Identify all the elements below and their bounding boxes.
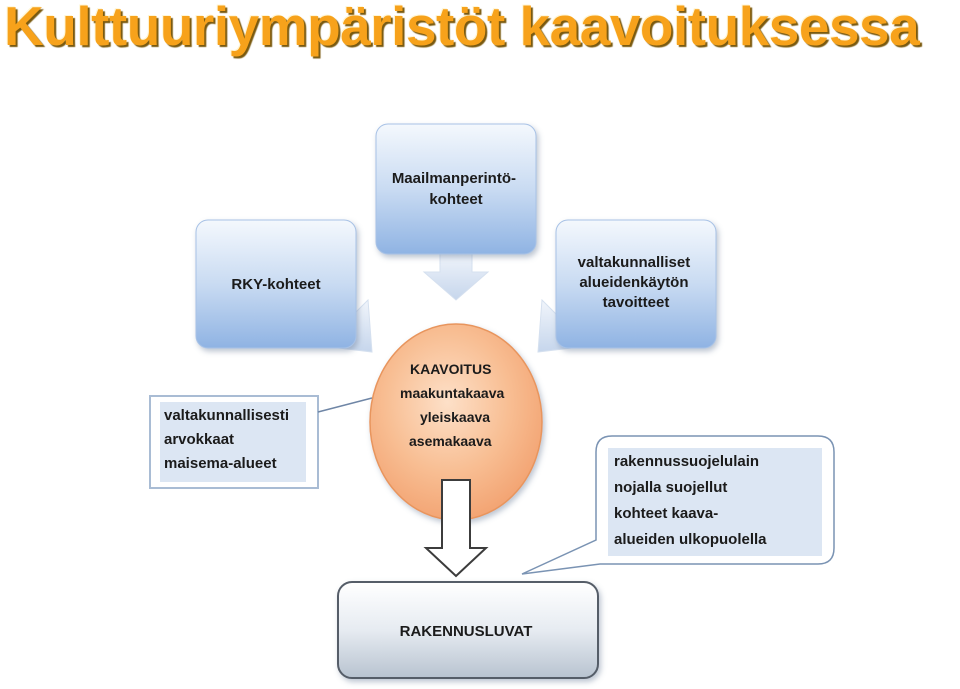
svg-text:RAKENNUSLUVAT — [400, 623, 533, 640]
node-tavoitteet-line: tavoitteet — [602, 294, 670, 311]
arrow-top-down — [424, 252, 488, 300]
node-rakennusluvat-line: RAKENNUSLUVAT — [399, 623, 533, 640]
callout-maisema-line: maisema-alueet — [164, 455, 277, 472]
node-kaavoitus-line: asemakaava — [409, 433, 492, 449]
callout-rakennussuojelu-line: rakennussuojelulain — [614, 453, 760, 470]
svg-text:RKY-kohteet — [231, 276, 320, 293]
node-maailmanperinto — [376, 124, 536, 254]
node-kaavoitus-heading: KAAVOITUS — [410, 361, 492, 377]
callout-rakennussuojelu-line: kohteet kaava- — [614, 505, 719, 522]
node-kaavoitus-line: yleiskaava — [420, 409, 491, 425]
page-title: Kulttuuriympäristöt kaavoituksessa — [4, 0, 920, 57]
callout-maisema-line: valtakunnallisesti — [164, 407, 290, 424]
node-tavoitteet-line: valtakunnalliset — [577, 254, 691, 271]
callout-rakennussuojelu-line: alueiden ulkopuolella — [614, 531, 767, 548]
callout-rakennussuojelu-line: nojalla suojellut — [614, 479, 728, 496]
node-tavoitteet-line: alueidenkäytön — [579, 274, 689, 291]
node-maailmanperinto-line: kohteet — [429, 191, 483, 208]
node-kaavoitus-line: maakuntakaava — [400, 385, 505, 401]
node-maailmanperinto-line: Maailmanperintö- — [391, 170, 517, 187]
node-rky-line: RKY-kohteet — [231, 276, 321, 293]
callout-maisema-line: arvokkaat — [164, 431, 235, 448]
